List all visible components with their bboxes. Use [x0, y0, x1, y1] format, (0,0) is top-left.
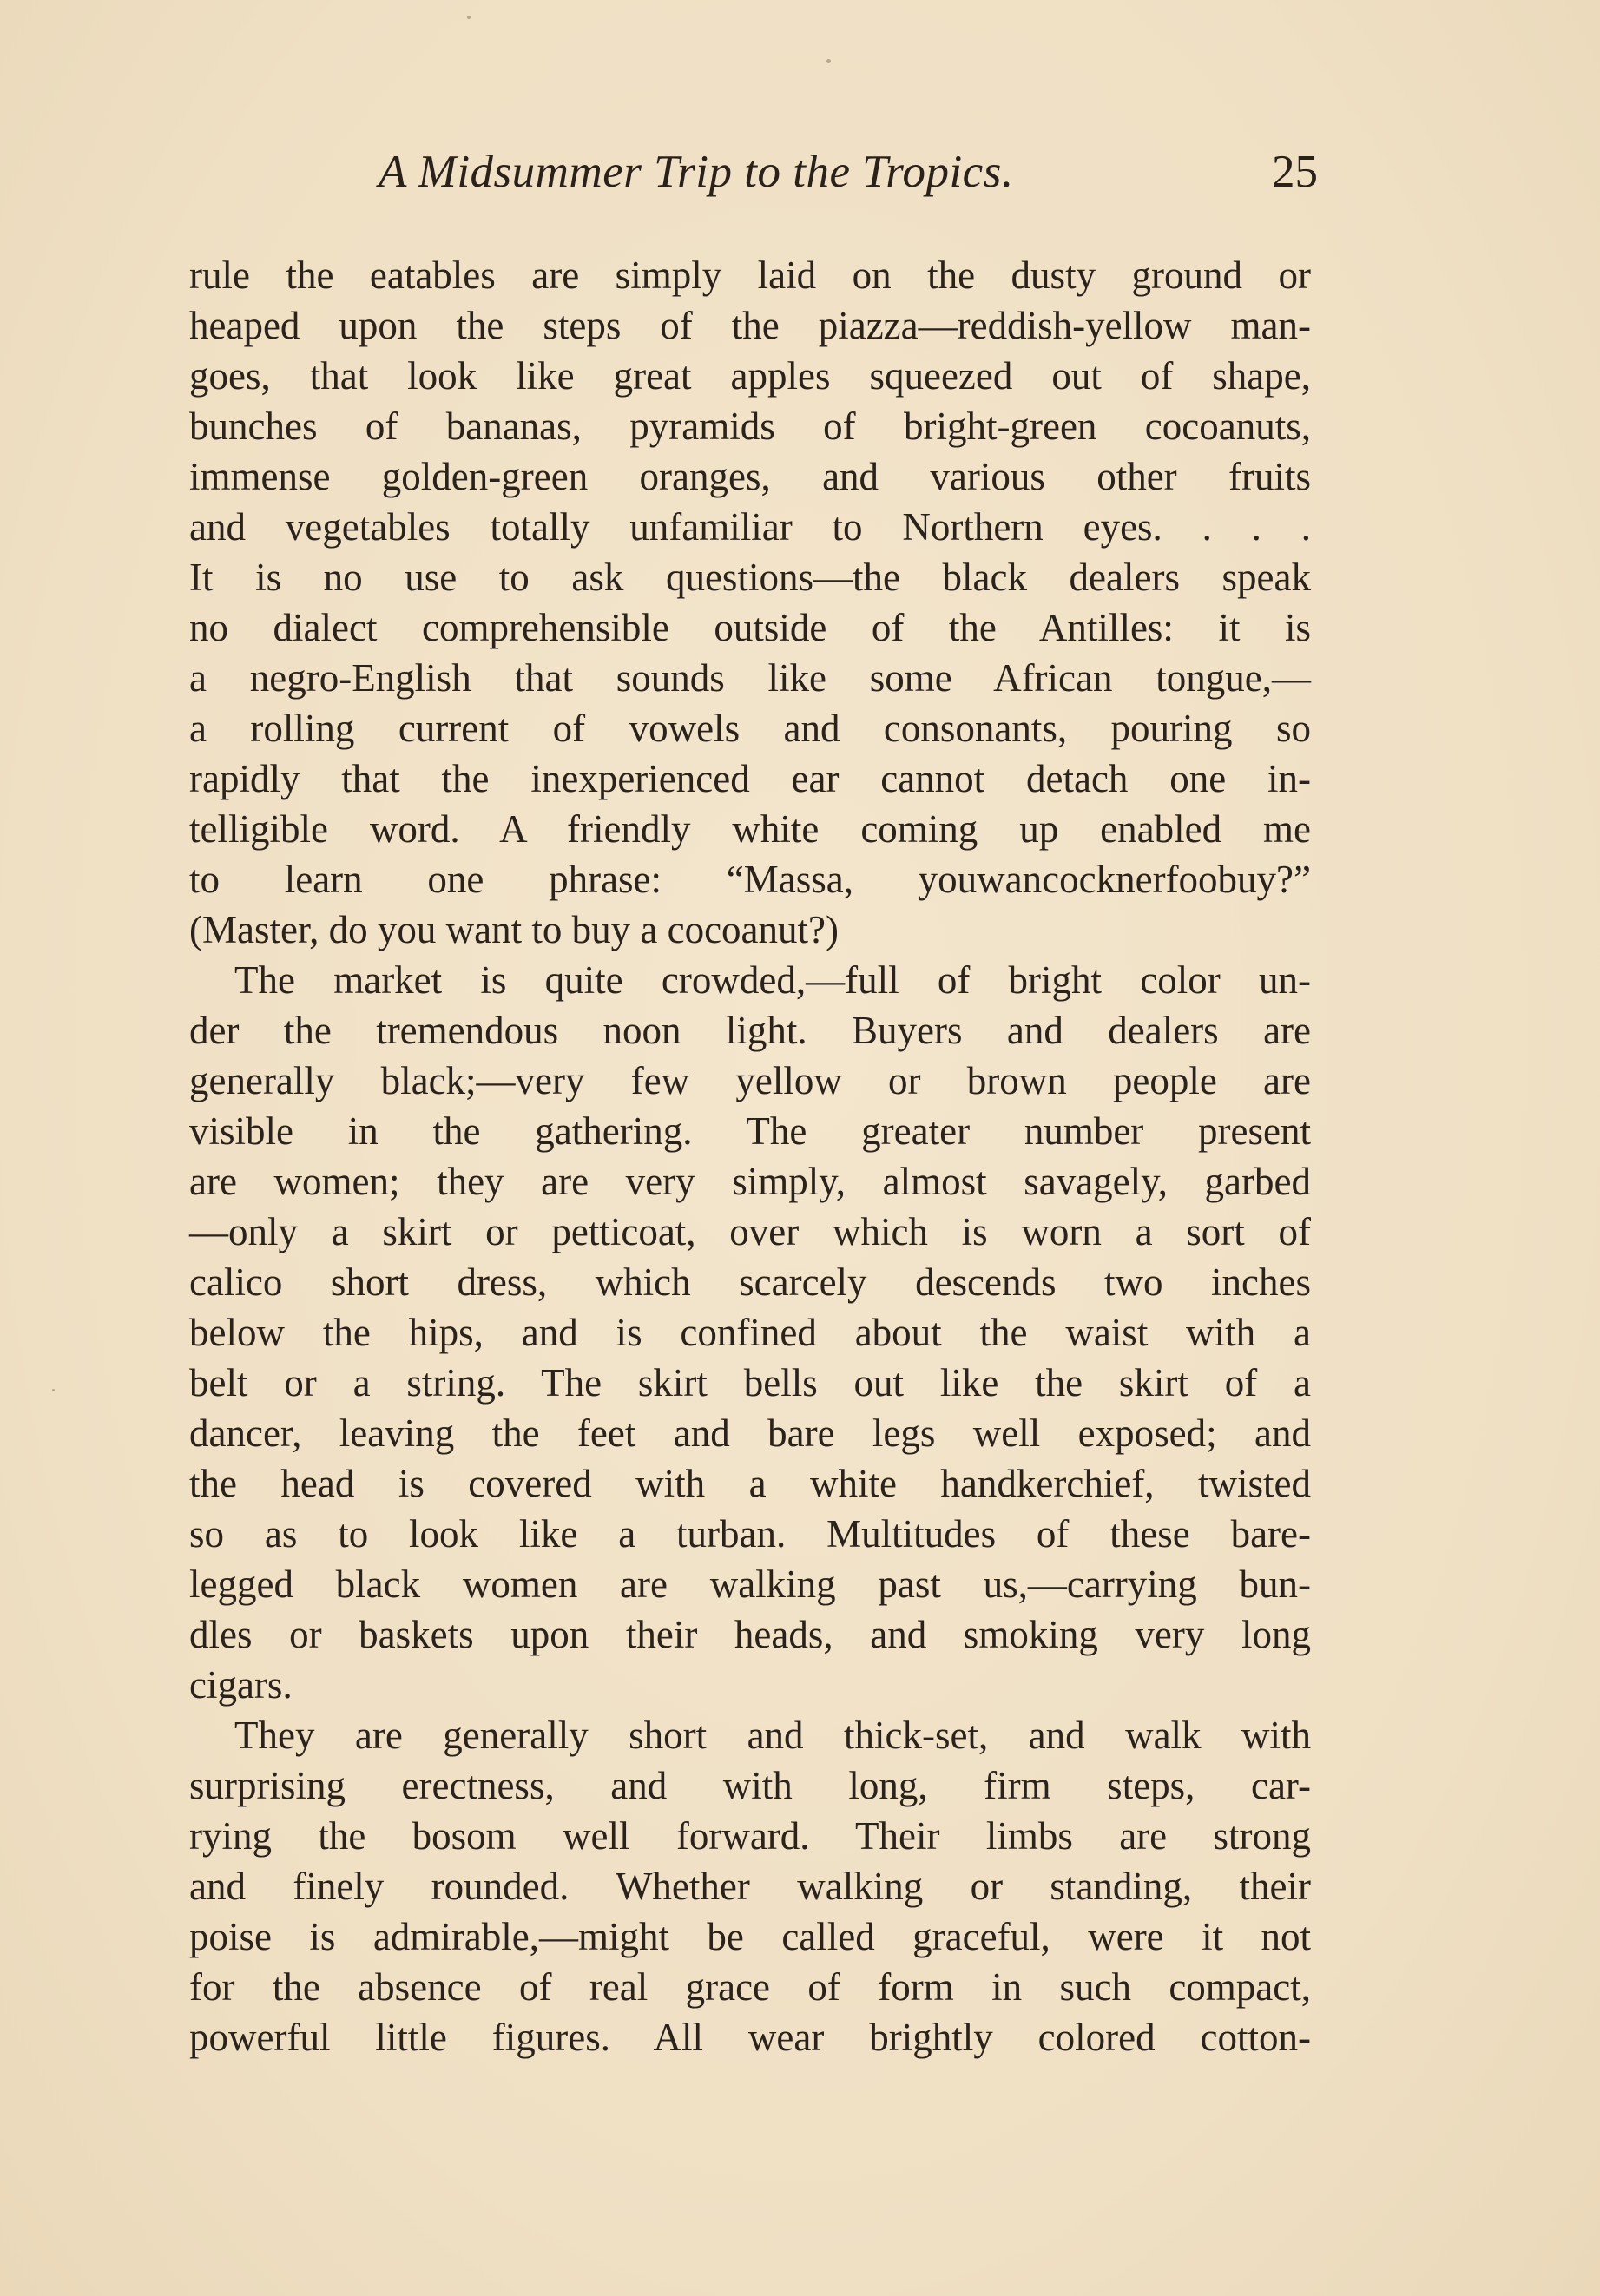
text-line: generally black;—very few yellow or brown people are: [189, 1059, 1311, 1102]
text-line: and vegetables totally unfamiliar to Northern eyes. . . .: [189, 505, 1311, 549]
text-line: It is no use to ask questions—the black dealers speak: [189, 556, 1311, 599]
text-line: —only a skirt or petticoat, over which is worn a sort of: [189, 1210, 1311, 1253]
text-line: They are generally short and thick-set, and walk with: [234, 1714, 1311, 1757]
text-line: cigars.: [189, 1663, 293, 1707]
paper-speck: [467, 16, 471, 19]
text-line: rule the eatables are simply laid on the dusty ground or: [189, 253, 1311, 297]
text-line: rapidly that the inexperienced ear cannot detach one in-: [189, 757, 1311, 800]
text-line: dancer, leaving the feet and bare legs well exposed; and: [189, 1411, 1311, 1455]
text-line: a rolling current of vowels and consonants, pouring so: [189, 707, 1311, 750]
text-line: immense golden-green oranges, and various other fruits: [189, 455, 1311, 498]
text-line: the head is covered with a white handkerchief, twisted: [189, 1462, 1311, 1505]
page-number: 25: [1272, 147, 1318, 197]
text-line: surprising erectness, and with long, firm steps, car-: [189, 1764, 1311, 1807]
text-line: legged black women are walking past us,—carrying bun-: [189, 1562, 1311, 1606]
text-line: powerful little figures. All wear brightly colored cotton-: [189, 2016, 1311, 2059]
text-line: so as to look like a turban. Multitudes of these bare-: [189, 1512, 1311, 1556]
text-line: rying the bosom well forward. Their limbs are strong: [189, 1814, 1311, 1858]
text-line: goes, that look like great apples squeezed out of shape,: [189, 354, 1311, 398]
text-line: for the absence of real grace of form in such compact,: [189, 1965, 1311, 2009]
running-title: A Midsummer Trip to the Tropics.: [379, 147, 1014, 197]
body-text: [189, 250, 1311, 2062]
text-line: dles or baskets upon their heads, and smoking very long: [189, 1613, 1311, 1656]
text-line: calico short dress, which scarcely descends two inches: [189, 1260, 1311, 1304]
text-line: (Master, do you want to buy a cocoanut?): [189, 908, 839, 951]
text-line: a negro-English that sounds like some African tongue,—: [189, 656, 1311, 700]
text-line: poise is admirable,—might be called graceful, were it not: [189, 1915, 1311, 1958]
text-line: telligible word. A friendly white coming up enabled me: [189, 807, 1311, 851]
text-line: visible in the gathering. The greater number present: [189, 1109, 1311, 1153]
paper-speck: [826, 59, 831, 63]
text-line: and finely rounded. Whether walking or standing, their: [189, 1865, 1311, 1908]
text-line: bunches of bananas, pyramids of bright-green cocoanuts,: [189, 405, 1311, 448]
text-line: belt or a string. The skirt bells out like the skirt of a: [189, 1361, 1311, 1405]
text-line: heaped upon the steps of the piazza—reddish-yellow man-: [189, 304, 1311, 347]
text-line: below the hips, and is confined about the waist with a: [189, 1311, 1311, 1354]
text-line: der the tremendous noon light. Buyers and dealers are: [189, 1009, 1311, 1052]
running-head: [189, 146, 1318, 215]
paper-speck: [52, 1389, 55, 1391]
text-line: no dialect comprehensible outside of the Antilles: it is: [189, 606, 1311, 649]
text-line: to learn one phrase: “Massa, youwancocknerfoobuy?”: [189, 858, 1311, 901]
text-line: The market is quite crowded,—full of bright color un-: [234, 958, 1311, 1002]
text-line: are women; they are very simply, almost savagely, garbed: [189, 1160, 1311, 1203]
